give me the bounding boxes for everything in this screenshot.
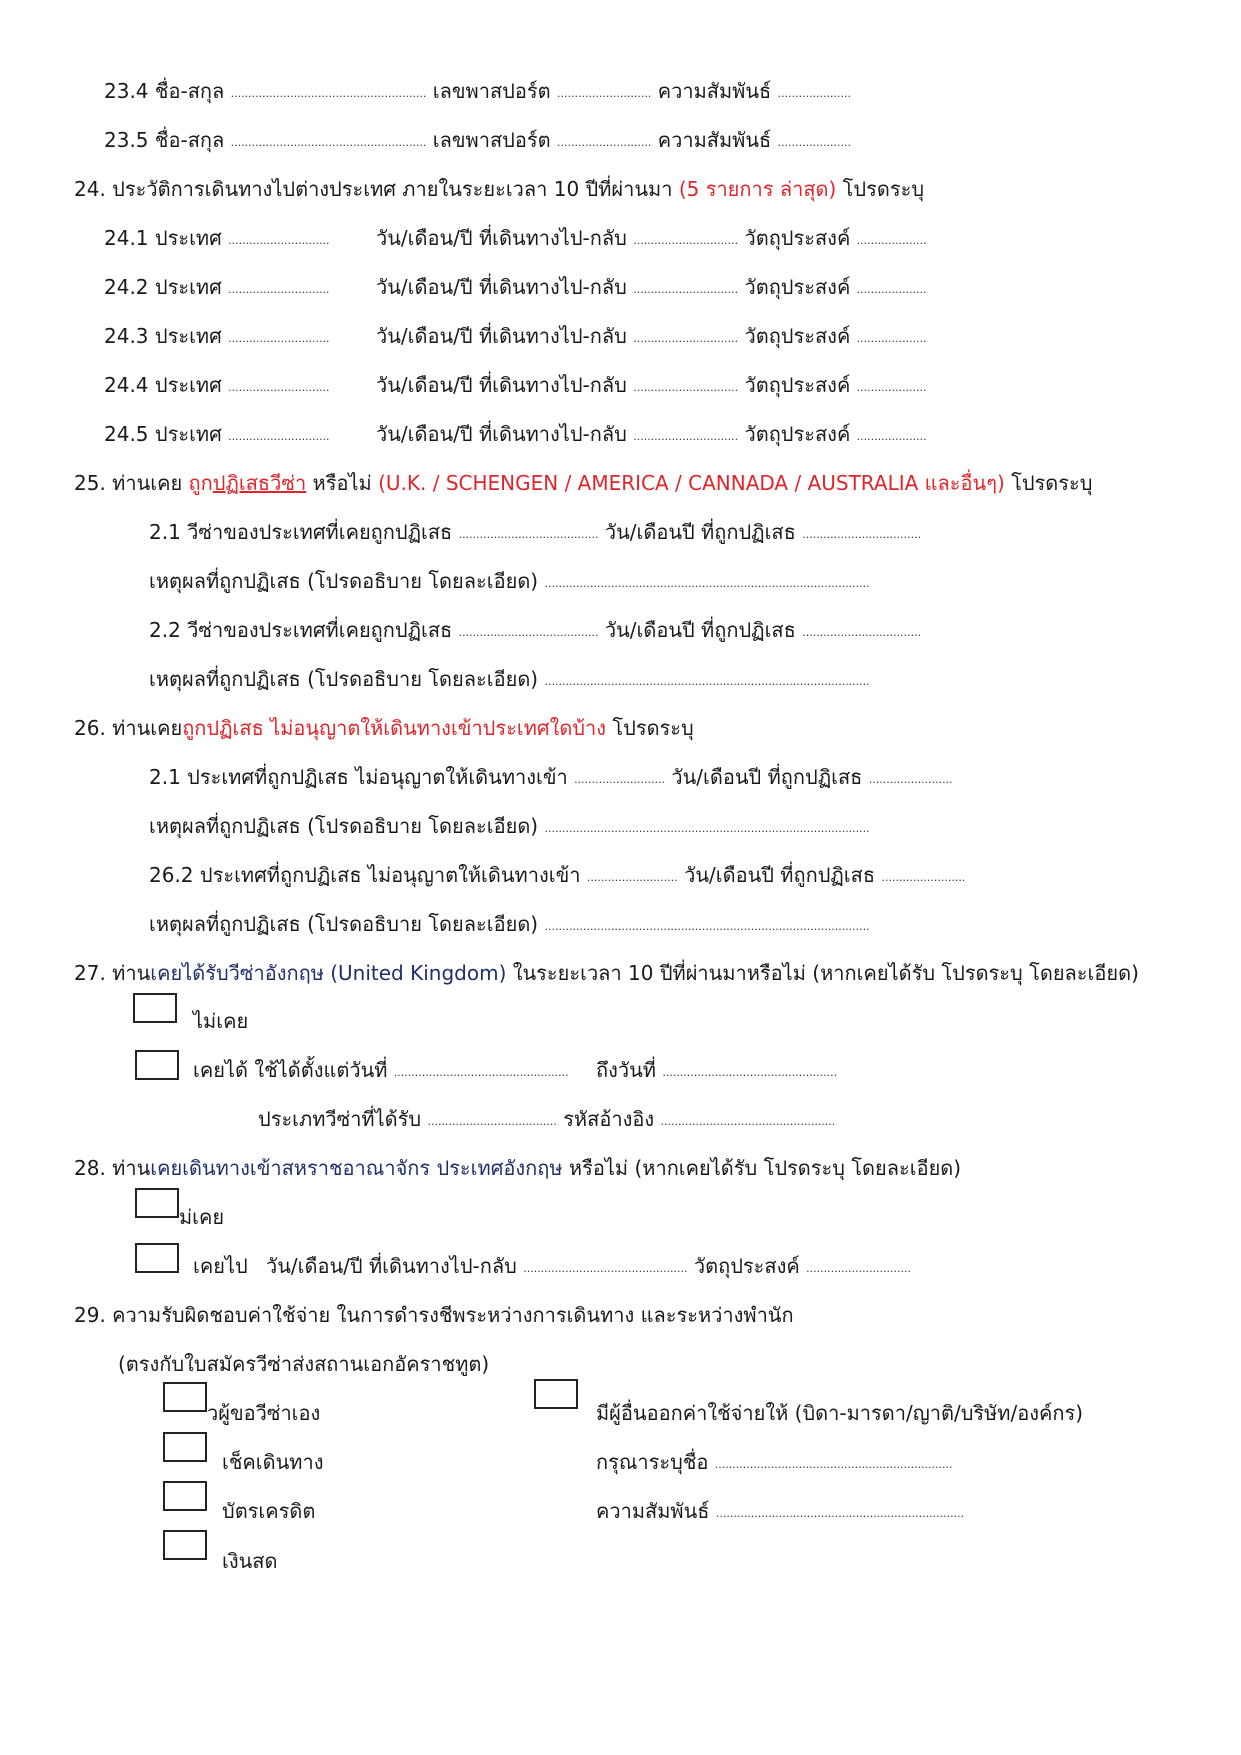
row-26-1-reason (149, 813, 870, 842)
country-field[interactable]: ............................. (228, 332, 330, 345)
travel-date-label: วัน/เดือน/ปี ที่เดินทางไป-กลับ (266, 1254, 517, 1278)
denied-date-field[interactable]: ........................ (868, 773, 953, 786)
heading-text: ในระยะเวลา 10 ปีที่ผ่านมาหรือไม่ (หากเคยได้รับ โปรดระบุ โดยละเอียด) (506, 961, 1139, 985)
travel-date-field[interactable]: ............................................... (523, 1262, 688, 1275)
purpose-label: วัตถุประสงค์ (744, 324, 851, 348)
row-28-travel (266, 1253, 911, 1282)
sponsor-paid-label: มีผู้อื่นออกค่าใช้จ่ายให้ (บิดา-มารดา/ญาติ/บริษัท/องค์กร) (596, 1401, 1084, 1425)
reason-label: เหตุผลที่ถูกปฏิเสธ (โปรดอธิบาย โดยละเอียด) (149, 667, 539, 691)
section-28-heading (74, 1155, 961, 1181)
row-24-2-travel (376, 274, 927, 303)
visa-type-label: ประเภทวีซ่าที่ได้รับ (258, 1107, 422, 1131)
valid-until-field[interactable]: .................................................. (662, 1066, 838, 1079)
date-label: วัน/เดือน/ปี ที่เดินทางไป-กลับ (376, 373, 627, 397)
sponsor-relation-field[interactable]: ....................................................................... (715, 1507, 965, 1520)
purpose-label: วัตถุประสงค์ (744, 373, 851, 397)
section-29-heading: 29. ความรับผิดชอบค่าใช้จ่าย ในการดำรงชีพระหว่างการเดินทาง และระหว่างพำนัก (74, 1303, 794, 1327)
row-25-2 (149, 617, 921, 646)
country-label: 24.1 ประเทศ (104, 226, 222, 250)
row-26-2 (149, 862, 965, 891)
refused-date-label: วัน/เดือนปี ที่ถูกปฏิเสธ (604, 618, 796, 642)
visa-type-field[interactable]: ..................................... (427, 1115, 557, 1128)
row-24-5 (104, 421, 330, 450)
heading-text: 24. ประวัติการเดินทางไปต่างประเทศ ภายในระยะเวลา 10 ปีที่ผ่านมา (74, 177, 679, 201)
heading-text: 26. ท่านเคย (74, 716, 183, 740)
never-visited-uk-label: ม่เคย (179, 1205, 225, 1229)
reason-field[interactable]: ............................................................................................. (544, 822, 870, 835)
country-label: 24.4 ประเทศ (104, 373, 222, 397)
heading-text: หรือไม่ (หากเคยได้รับ โปรดระบุ โดยละเอียด) (562, 1156, 962, 1180)
heading-text: โปรดระบุ (836, 177, 925, 201)
section-29-subheading: (ตรงกับใบสมัครวีซ่าส่งสถานเอกอัคราชทูต) (118, 1352, 490, 1376)
purpose-label: วัตถุประสงค์ (744, 422, 851, 446)
self-paid-checkbox[interactable] (163, 1382, 207, 1412)
visited-uk-label: เคยไป (193, 1254, 248, 1278)
visited-uk-checkbox[interactable] (135, 1243, 179, 1273)
refused-country-field[interactable]: ........................................ (458, 528, 599, 541)
date-label: วัน/เดือน/ปี ที่เดินทางไป-กลับ (376, 324, 627, 348)
relation-label: ความสัมพันธ์ (657, 79, 772, 103)
row-25-1-reason (149, 568, 870, 597)
purpose-field[interactable]: .................... (856, 430, 927, 443)
row-24-1 (104, 225, 330, 254)
row-24-2 (104, 274, 330, 303)
sponsor-paid-checkbox[interactable] (534, 1379, 578, 1409)
row-27-visa-type (258, 1106, 835, 1135)
country-field[interactable]: ............................. (228, 430, 330, 443)
sponsor-name-label: กรุณาระบุชื่อ (596, 1450, 709, 1474)
reason-field[interactable]: ............................................................................................. (544, 920, 870, 933)
relation-label: ความสัมพันธ์ (657, 128, 772, 152)
denied-country-label: 26.2 ประเทศที่ถูกปฏิเสธ ไม่อนุญาตให้เดินทางเข้า (149, 863, 581, 887)
denied-country-field[interactable]: .......................... (574, 773, 666, 786)
credit-card-label: บัตรเครดิต (222, 1499, 316, 1523)
heading-text: โปรดระบุ (606, 716, 694, 740)
date-field[interactable]: .............................. (633, 283, 739, 296)
heading-highlight: เคยได้รับวีซ่าอังกฤษ (United Kingdom) (150, 961, 507, 985)
heading-highlight: (U.K. / SCHENGEN / AMERICA / CANNADA / AUSTRALIA และอื่นๆ) (378, 471, 1005, 495)
row-23-4 (104, 78, 851, 107)
denied-date-label: วัน/เดือนปี ที่ถูกปฏิเสธ (671, 765, 863, 789)
passport-field[interactable]: ........................... (556, 136, 652, 149)
purpose-field[interactable]: .............................. (806, 1262, 912, 1275)
row-24-1-travel (376, 225, 927, 254)
row-25-2-reason (149, 666, 870, 695)
date-field[interactable]: .............................. (633, 332, 739, 345)
credit-card-checkbox[interactable] (163, 1481, 207, 1511)
date-label: วัน/เดือน/ปี ที่เดินทางไป-กลับ (376, 275, 627, 299)
reason-label: เหตุผลที่ถูกปฏิเสธ (โปรดอธิบาย โดยละเอียด) (149, 912, 539, 936)
heading-highlight: ถูก (188, 471, 213, 495)
travellers-cheque-checkbox[interactable] (163, 1432, 207, 1462)
purpose-label: วัตถุประสงค์ (744, 275, 851, 299)
refused-date-label: วัน/เดือนปี ที่ถูกปฏิเสธ (604, 520, 796, 544)
row-24-3-travel (376, 323, 927, 352)
refused-country-label: 2.1 วีซ่าของประเทศที่เคยถูกปฏิเสธ (149, 520, 453, 544)
row-26-2-reason (149, 911, 870, 940)
reason-label: เหตุผลที่ถูกปฏิเสธ (โปรดอธิบาย โดยละเอียด) (149, 569, 539, 593)
row-26-1 (149, 764, 953, 793)
row-29-sponsor-name (596, 1449, 953, 1478)
passport-label: เลขพาสปอร์ต (432, 128, 551, 152)
reason-field[interactable]: ............................................................................................. (544, 675, 870, 688)
country-field[interactable]: ............................. (228, 381, 330, 394)
heading-highlight: (5 รายการ ล่าสุด) (678, 177, 837, 201)
section-26-heading (74, 715, 694, 741)
denied-date-field[interactable]: ........................ (881, 871, 966, 884)
row-24-4 (104, 372, 330, 401)
row-25-1 (149, 519, 921, 548)
had-uk-visa-checkbox[interactable] (135, 1050, 179, 1080)
country-label: 24.3 ประเทศ (104, 324, 222, 348)
denied-country-field[interactable]: .......................... (586, 871, 678, 884)
sponsor-relation-label: ความสัมพันธ์ (596, 1499, 710, 1523)
name-field[interactable]: ........................................................ (230, 136, 427, 149)
row-27-valid-from (193, 1057, 569, 1086)
row-24-5-travel (376, 421, 927, 450)
denied-country-label: 2.1 ประเทศที่ถูกปฏิเสธ ไม่อนุญาตให้เดินทางเข้า (149, 765, 568, 789)
purpose-label: วัตถุประสงค์ (693, 1254, 800, 1278)
row-29-sponsor-relation (596, 1498, 964, 1527)
date-label: วัน/เดือน/ปี ที่เดินทางไป-กลับ (376, 422, 627, 446)
heading-text: โปรดระบุ (1004, 471, 1093, 495)
date-field[interactable]: .............................. (633, 381, 739, 394)
cash-label: เงินสด (222, 1549, 278, 1573)
country-field[interactable]: ............................. (228, 283, 330, 296)
row-27-valid-until (596, 1057, 837, 1086)
section-27-heading (74, 960, 1139, 986)
heading-text: 27. ท่าน (74, 961, 151, 985)
heading-text: 25. ท่านเคย (74, 471, 189, 495)
cash-checkbox[interactable] (163, 1530, 207, 1560)
section-24-heading (74, 176, 924, 202)
ref-code-field[interactable]: .................................................. (660, 1115, 836, 1128)
travellers-cheque-label: เช็คเดินทาง (222, 1450, 324, 1474)
purpose-field[interactable]: .................... (856, 234, 927, 247)
refused-date-field[interactable]: .................................. (802, 626, 922, 639)
purpose-field[interactable]: .................... (856, 283, 927, 296)
heading-highlight: ถูกปฏิเสธ ไม่อนุญาตให้เดินทางเข้าประเทศใดบ้าง (182, 716, 607, 740)
valid-from-field[interactable]: .................................................. (393, 1066, 569, 1079)
refused-country-field[interactable]: ........................................ (458, 626, 599, 639)
sponsor-name-field[interactable]: .................................................................... (714, 1458, 953, 1471)
reason-field[interactable]: ............................................................................................. (544, 577, 870, 590)
refused-country-label: 2.2 วีซ่าของประเทศที่เคยถูกปฏิเสธ (149, 618, 453, 642)
relation-field[interactable]: ..................... (777, 136, 852, 149)
never-uk-visa-checkbox[interactable] (133, 993, 177, 1023)
purpose-field[interactable]: .................... (856, 381, 927, 394)
purpose-label: วัตถุประสงค์ (744, 226, 851, 250)
refused-date-field[interactable]: .................................. (802, 528, 922, 541)
denied-date-label: วัน/เดือนปี ที่ถูกปฏิเสธ (684, 863, 876, 887)
valid-until-label: ถึงวันที่ (596, 1058, 656, 1082)
valid-from-label: เคยได้ ใช้ได้ตั้งแต่วันที่ (193, 1058, 388, 1082)
name-field[interactable]: ........................................................ (230, 87, 427, 100)
date-field[interactable]: .............................. (633, 430, 739, 443)
reason-label: เหตุผลที่ถูกปฏิเสธ (โปรดอธิบาย โดยละเอียด) (149, 814, 539, 838)
heading-highlight-underlined: ปฏิเสธวีซ่า (212, 471, 307, 495)
country-field[interactable]: ............................. (228, 234, 330, 247)
never-visited-uk-checkbox[interactable] (135, 1188, 179, 1218)
passport-field[interactable]: ........................... (556, 87, 652, 100)
heading-highlight: เคยเดินทางเข้าสหราชอาณาจักร ประเทศอังกฤษ (150, 1156, 563, 1180)
relation-field[interactable]: ..................... (777, 87, 852, 100)
purpose-field[interactable]: .................... (856, 332, 927, 345)
row-24-3 (104, 323, 330, 352)
self-paid-label: วผู้ขอวีซ่าเอง (207, 1401, 321, 1425)
row-24-4-travel (376, 372, 927, 401)
name-label: 23.5 ชื่อ-สกุล (104, 128, 225, 152)
country-label: 24.2 ประเทศ (104, 275, 222, 299)
heading-text: หรือไม่ (306, 471, 379, 495)
date-label: วัน/เดือน/ปี ที่เดินทางไป-กลับ (376, 226, 627, 250)
passport-label: เลขพาสปอร์ต (432, 79, 551, 103)
row-23-5 (104, 127, 851, 156)
country-label: 24.5 ประเทศ (104, 422, 222, 446)
heading-text: 28. ท่าน (74, 1156, 151, 1180)
section-25-heading (74, 470, 1092, 496)
never-uk-visa-label: ไม่เคย (193, 1009, 249, 1033)
ref-code-label: รหัสอ้างอิง (563, 1107, 655, 1131)
date-field[interactable]: .............................. (633, 234, 739, 247)
name-label: 23.4 ชื่อ-สกุล (104, 79, 225, 103)
